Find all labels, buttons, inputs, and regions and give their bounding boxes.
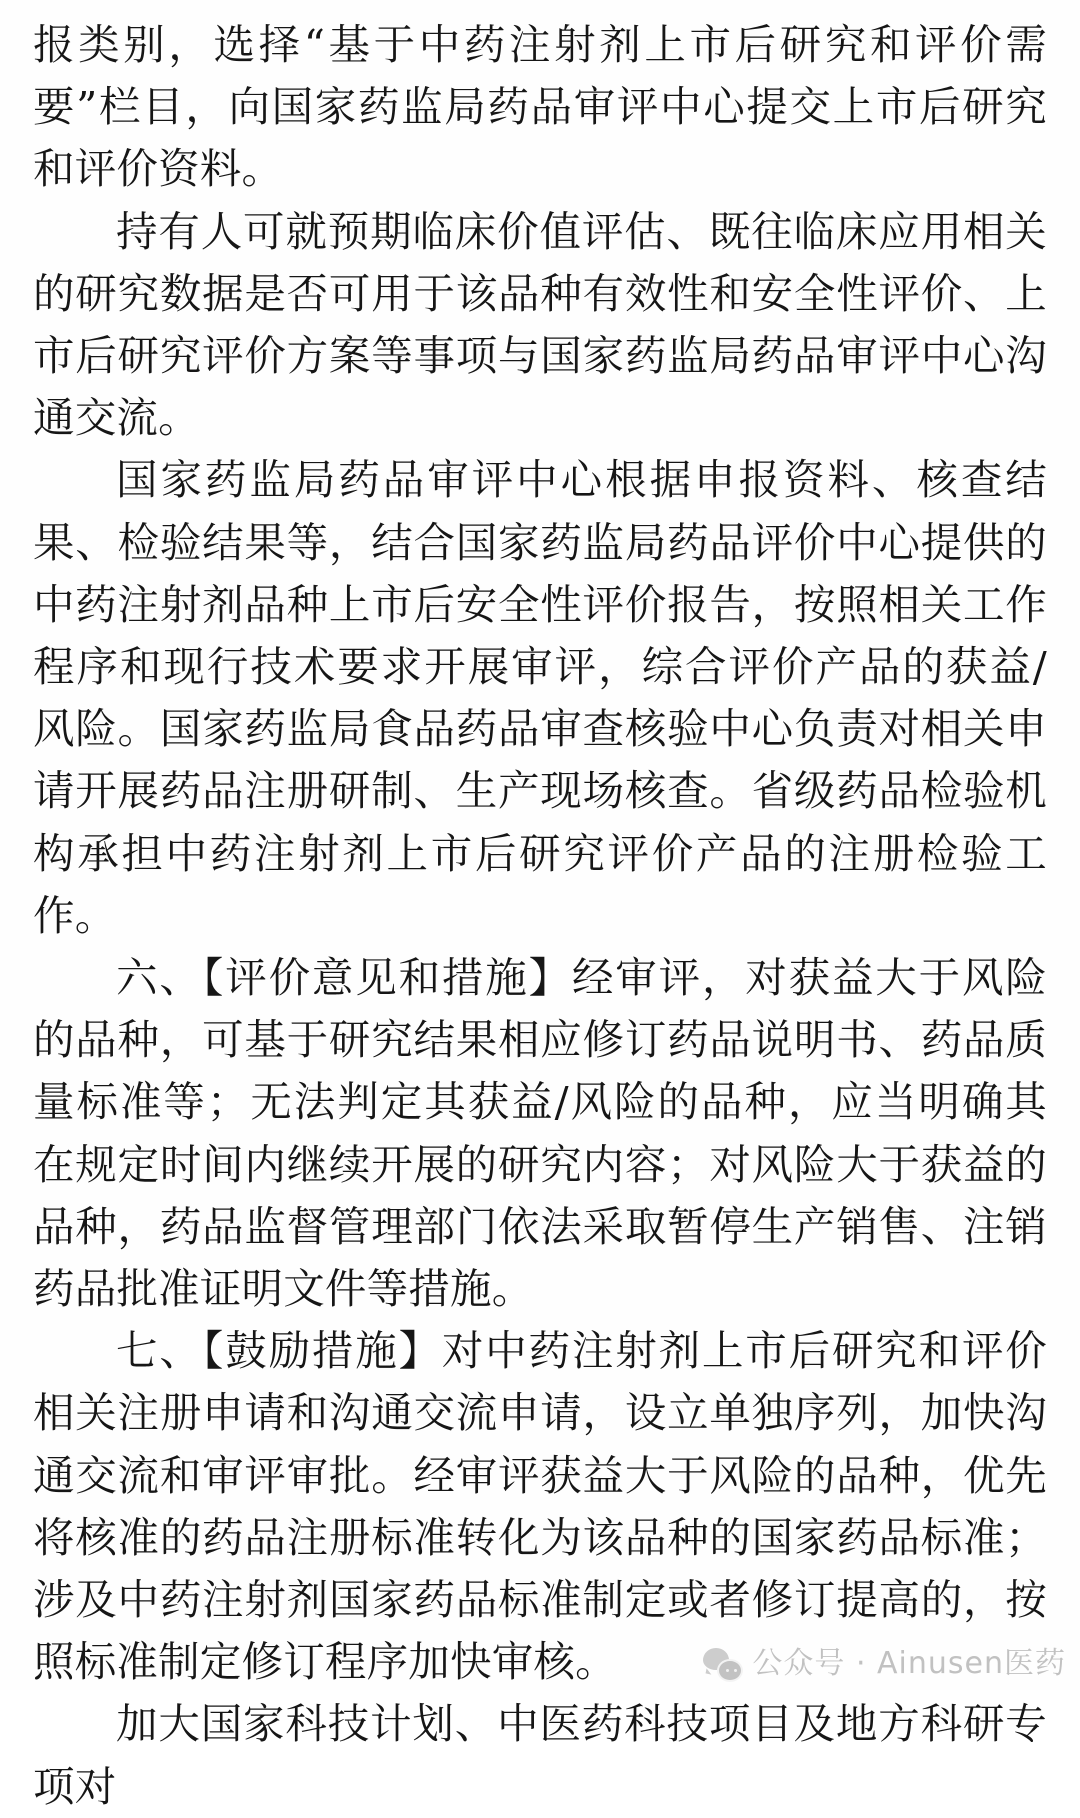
paragraph-article-six: 六、【评价意见和措施】经审评，对获益大于风险的品种，可基于研究结果相应修订药品说明书、药品质量标准等；无法判定其获益/风险的品种，应当明确其在规定时间内继续开展的研究内容；对风险大于获益的品种，药品监督管理部门依法采取暂停生产销售、注销药品批准证明文件等措施。 [33, 953, 1047, 1314]
paragraph-holder-communication: 持有人可就预期临床价值评估、既往临床应用相关的研究数据是否可用于该品种有效性和安全性评价、上市后研究评价方案等事项与国家药监局药品审评中心沟通交流。 [33, 206, 1047, 443]
paragraph-partial-last: 加大国家科技计划、中医药科技项目及地方科研专项对 [33, 1699, 1047, 1811]
document-body [33, 14, 1047, 1818]
watermark-text: 公众号 · Ainusen医药 [752, 1646, 1066, 1681]
paragraph-cde-review: 国家药监局药品审评中心根据申报资料、核查结果、检验结果等，结合国家药监局药品评价中心提供的中药注射剂品种上市后安全性评价报告，按照相关工作程序和现行技术要求开展审评，综合评价产品的获益/风险。国家药监局食品药品审查核验中心负责对相关申请开展药品注册研制、生产现场核查。省级药品检验机构承担中药注射剂上市后研究评价产品的注册检验工作。 [33, 455, 1047, 940]
paragraph-article-seven: 七、【鼓励措施】对中药注射剂上市后研究和评价相关注册申请和沟通交流申请，设立单独序列，加快沟通交流和审评审批。经审评获益大于风险的品种，优先将核准的药品注册标准转化为该品种的国家药品标准；涉及中药注射剂国家药品标准制定或者修订提高的，按照标准制定修订程序加快审核。 [33, 1326, 1047, 1687]
paragraph-continuation: 报类别，选择“基于中药注射剂上市后研究和评价需要”栏目，向国家药监局药品审评中心提交上市后研究和评价资料。 [33, 20, 1047, 194]
